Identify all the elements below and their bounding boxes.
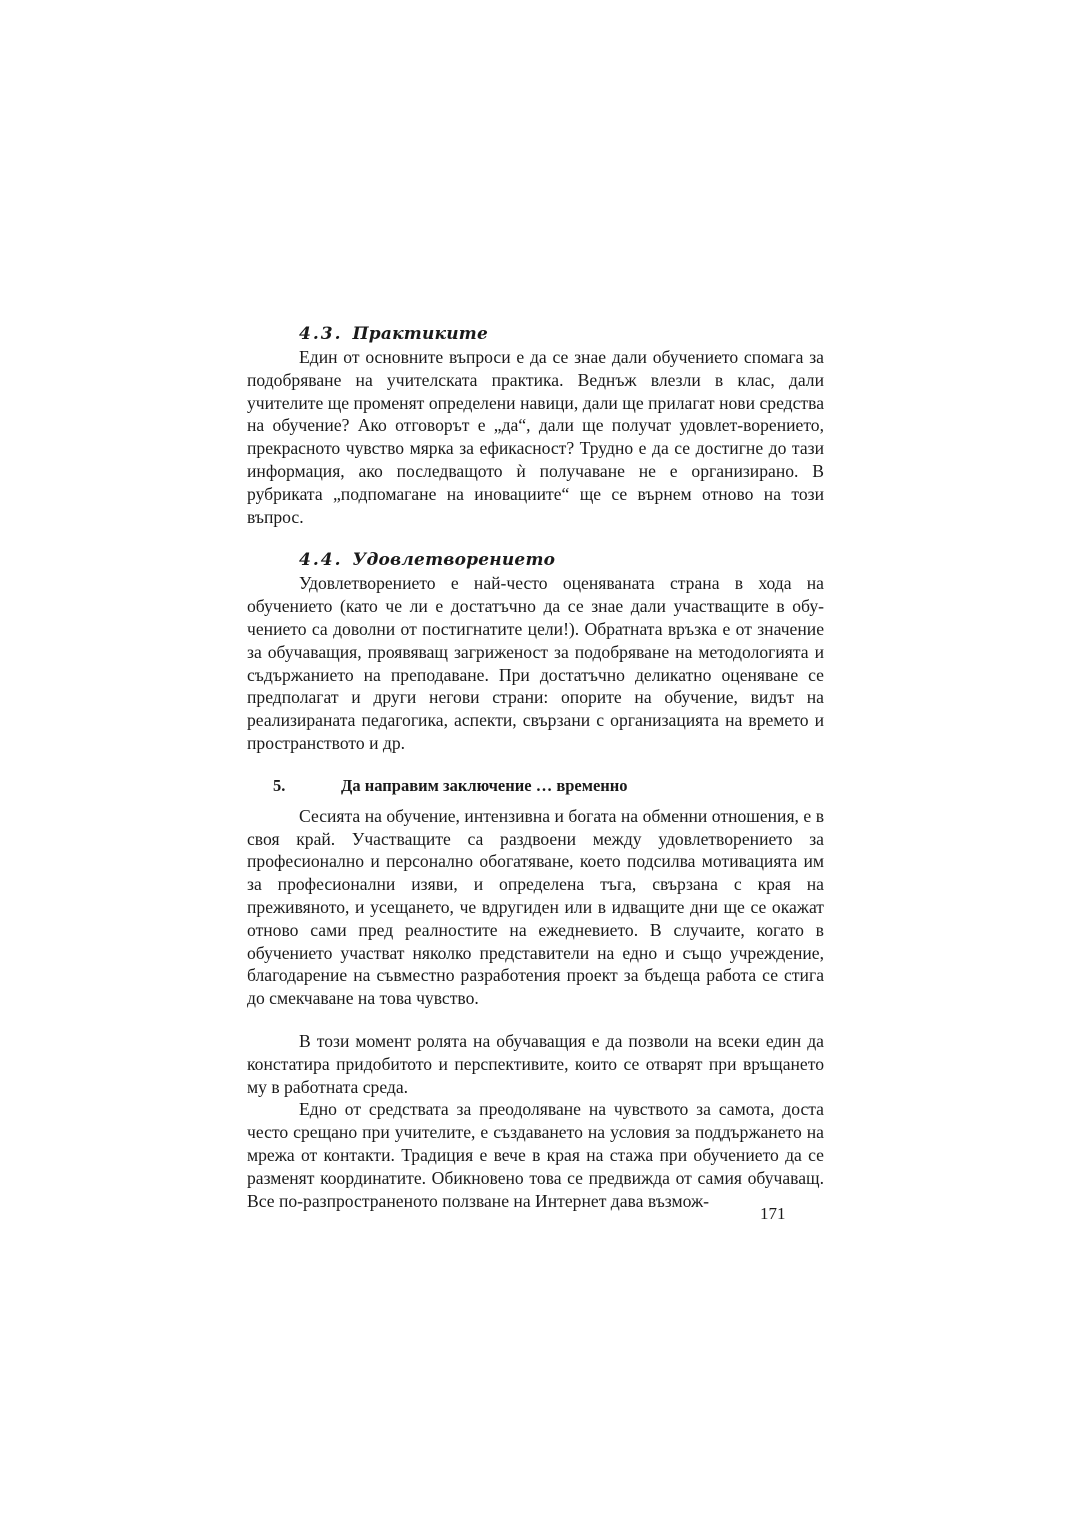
section-4-4-paragraph: Удовлетворението е най-често оценяваната страна в хода на обучението (като че ли е достатъчно да се знае дали участващите в обу-чението са доволни от постигнатите цели!). Обратната връзка е от значение за обучаващия, проявяващ загриженост за подобряване на методологията и съдържанието на преподаване. При достатъчно деликатно оценяване се предполагат и други негови страни: опорите на обучение, видът на реализираната педагогика, аспекти, свързани с организацията на времето и пространството и др. (247, 573, 824, 753)
section-4-4-title: Удовлетворението (352, 550, 556, 571)
section-5-title: Да направим заключение … временно (341, 775, 628, 795)
section-5-paragraph-1: Сесията на обучение, интензивна и богата на обменни отношения, е в своя край. Участващите са раздвоени между удовлетворението за професионално и персонално обогатяване, което подсилва мотивацията им за професионални изяви, и определена тъга, свързана с края на преживяното, и усещането, че вдругиден или в идващите дни ще се окажат отново сами пред реалностите на ежедневието. В случаите, когато в обучението участват няколко представители на едно и също учреждение, благодарение на съвместно разработения проект за бъдеща работа се стига до смекчаване на това чувство. (247, 805, 824, 1009)
section-4-4-number: 4.4. (299, 550, 343, 571)
section-5-heading (273, 775, 824, 797)
section-5-number: 5. (273, 775, 286, 795)
section-5-paragraph-2: В този момент ролята на обучаващия е да позволи на всеки един да констатира придобитото и перспективите, които се отварят при връщането му в работната среда. (247, 1030, 824, 1097)
section-4-4-heading (299, 548, 824, 572)
section-4-3-number: 4.3. (299, 324, 343, 344)
section-4-3-heading (299, 322, 824, 346)
section-4-3-paragraph: Един от основните въпроси е да се знае дали обучението спомага за подобряване на учителската практика. Веднъж влезли в клас, дали учителите ще променят определени навици, дали ще прилагат нови средства на обучение? Ако отговорът е „да“, дали ще получат удовлет-ворението, прекрасното чувство мярка за ефикасност? Трудно е да се достигне до тази информация, ако последващото ѝ получаване не е организирано. В рубриката „подпомагане на иновациите“ ще се върнем отново на този въпрос. (247, 347, 824, 527)
page-body (247, 322, 824, 1212)
section-5-paragraph-3: Едно от средствата за преодоляване на чувството за самота, доста често срещано при учителите, е създаването на условия за поддържането на мрежа от контакти. Традиция е вече в края на стажа при обучението да се разменят координатите. Обикновено това се предвижда от самия обучаващ. Все по-разпространеното ползване на Интернет дава възмож- (247, 1099, 824, 1211)
page-number: 171 (760, 1204, 786, 1223)
section-4-3-title: Практиките (352, 324, 488, 344)
